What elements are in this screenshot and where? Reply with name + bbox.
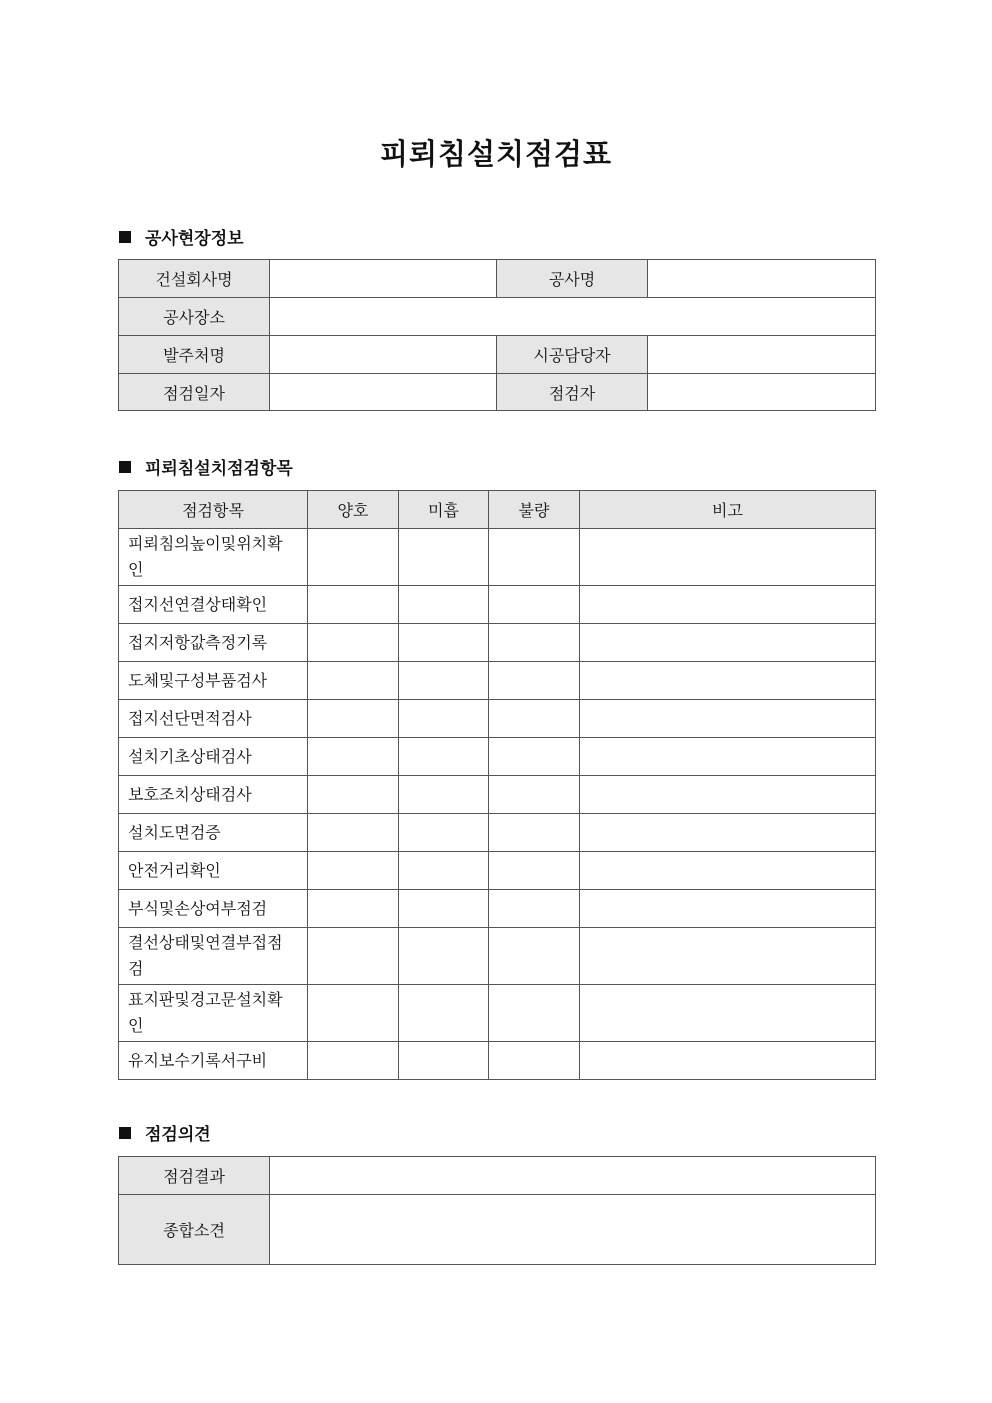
insufficient-cell[interactable] <box>399 776 489 814</box>
summary-label: 종합소견 <box>119 1195 270 1265</box>
checklist-row <box>119 738 876 776</box>
insufficient-cell[interactable] <box>399 852 489 890</box>
section-title: 점검의견 <box>145 1125 211 1145</box>
insufficient-cell[interactable] <box>399 985 489 1042</box>
column-header-good: 양호 <box>308 491 399 529</box>
insufficient-cell[interactable] <box>399 738 489 776</box>
client-field[interactable] <box>270 336 497 374</box>
page-title: 피뢰침설치점검표 <box>379 137 613 171</box>
checklist-row <box>119 662 876 700</box>
remarks-cell[interactable] <box>580 1042 876 1080</box>
good-cell[interactable] <box>308 776 399 814</box>
insufficient-cell[interactable] <box>399 814 489 852</box>
date-label: 점검일자 <box>119 374 270 411</box>
remarks-cell[interactable] <box>580 852 876 890</box>
section-heading-site-info <box>119 224 244 249</box>
insufficient-cell[interactable] <box>399 529 489 586</box>
location-field[interactable] <box>270 298 876 336</box>
insufficient-cell[interactable] <box>399 890 489 928</box>
bad-cell[interactable] <box>489 928 580 985</box>
manager-label: 시공담당자 <box>497 336 648 374</box>
good-cell[interactable] <box>308 529 399 586</box>
checklist-row <box>119 586 876 624</box>
bad-cell[interactable] <box>489 776 580 814</box>
bad-cell[interactable] <box>489 852 580 890</box>
good-cell[interactable] <box>308 700 399 738</box>
checklist-row <box>119 529 876 586</box>
remarks-cell[interactable] <box>580 529 876 586</box>
insufficient-cell[interactable] <box>399 928 489 985</box>
remarks-cell[interactable] <box>580 586 876 624</box>
good-cell[interactable] <box>308 1042 399 1080</box>
checklist-row <box>119 624 876 662</box>
checklist-row <box>119 1042 876 1080</box>
date-field[interactable] <box>270 374 497 411</box>
checklist-row <box>119 700 876 738</box>
checklist-item-label: 부식및손상여부점검 <box>119 890 308 928</box>
bad-cell[interactable] <box>489 529 580 586</box>
project-label: 공사명 <box>497 260 648 298</box>
checklist-table <box>118 490 876 1080</box>
good-cell[interactable] <box>308 814 399 852</box>
section-title: 공사현장정보 <box>145 229 244 249</box>
checklist-row <box>119 985 876 1042</box>
square-bullet-icon <box>119 1127 131 1139</box>
bad-cell[interactable] <box>489 814 580 852</box>
location-label: 공사장소 <box>119 298 270 336</box>
client-label: 발주처명 <box>119 336 270 374</box>
checklist-item-label: 표지판및경고문설치확인 <box>119 985 308 1042</box>
bad-cell[interactable] <box>489 1042 580 1080</box>
bad-cell[interactable] <box>489 738 580 776</box>
bad-cell[interactable] <box>489 662 580 700</box>
remarks-cell[interactable] <box>580 985 876 1042</box>
bad-cell[interactable] <box>489 624 580 662</box>
checklist-item-label: 설치기초상태검사 <box>119 738 308 776</box>
column-header-bad: 불량 <box>489 491 580 529</box>
remarks-cell[interactable] <box>580 624 876 662</box>
manager-field[interactable] <box>648 336 876 374</box>
company-label: 건설회사명 <box>119 260 270 298</box>
remarks-cell[interactable] <box>580 738 876 776</box>
summary-field[interactable] <box>270 1195 876 1265</box>
result-label: 점검결과 <box>119 1157 270 1195</box>
good-cell[interactable] <box>308 662 399 700</box>
bad-cell[interactable] <box>489 890 580 928</box>
checklist-row <box>119 814 876 852</box>
square-bullet-icon <box>119 231 131 243</box>
column-header-remarks: 비고 <box>580 491 876 529</box>
checklist-item-label: 설치도면검증 <box>119 814 308 852</box>
checklist-row <box>119 928 876 985</box>
insufficient-cell[interactable] <box>399 586 489 624</box>
checklist-item-label: 유지보수기록서구비 <box>119 1042 308 1080</box>
good-cell[interactable] <box>308 985 399 1042</box>
good-cell[interactable] <box>308 852 399 890</box>
section-heading-checklist <box>119 454 293 479</box>
insufficient-cell[interactable] <box>399 662 489 700</box>
site-info-table <box>118 259 876 411</box>
insufficient-cell[interactable] <box>399 624 489 662</box>
good-cell[interactable] <box>308 890 399 928</box>
remarks-cell[interactable] <box>580 776 876 814</box>
checklist-item-label: 접지선단면적검사 <box>119 700 308 738</box>
checklist-item-label: 안전거리확인 <box>119 852 308 890</box>
section-heading-opinion <box>119 1120 211 1145</box>
insufficient-cell[interactable] <box>399 1042 489 1080</box>
bad-cell[interactable] <box>489 985 580 1042</box>
bad-cell[interactable] <box>489 586 580 624</box>
checklist-row <box>119 776 876 814</box>
company-field[interactable] <box>270 260 497 298</box>
good-cell[interactable] <box>308 586 399 624</box>
inspector-label: 점검자 <box>497 374 648 411</box>
checklist-item-label: 도체및구성부품검사 <box>119 662 308 700</box>
checklist-row <box>119 890 876 928</box>
good-cell[interactable] <box>308 928 399 985</box>
opinion-table <box>118 1156 876 1265</box>
insufficient-cell[interactable] <box>399 700 489 738</box>
inspector-field[interactable] <box>648 374 876 411</box>
remarks-cell[interactable] <box>580 890 876 928</box>
column-header-item: 점검항목 <box>119 491 308 529</box>
remarks-cell[interactable] <box>580 662 876 700</box>
good-cell[interactable] <box>308 624 399 662</box>
bad-cell[interactable] <box>489 700 580 738</box>
checklist-row <box>119 852 876 890</box>
column-header-insufficient: 미흡 <box>399 491 489 529</box>
checklist-item-label: 결선상태및연결부접점검 <box>119 928 308 985</box>
remarks-cell[interactable] <box>580 928 876 985</box>
remarks-cell[interactable] <box>580 814 876 852</box>
checklist-item-label: 피뢰침의높이및위치확인 <box>119 529 308 586</box>
remarks-cell[interactable] <box>580 700 876 738</box>
checklist-item-label: 보호조치상태검사 <box>119 776 308 814</box>
project-field[interactable] <box>648 260 876 298</box>
result-field[interactable] <box>270 1157 876 1195</box>
section-title: 피뢰침설치점검항목 <box>145 459 293 479</box>
checklist-item-label: 접지선연결상태확인 <box>119 586 308 624</box>
checklist-item-label: 접지저항값측정기록 <box>119 624 308 662</box>
square-bullet-icon <box>119 461 131 473</box>
good-cell[interactable] <box>308 738 399 776</box>
